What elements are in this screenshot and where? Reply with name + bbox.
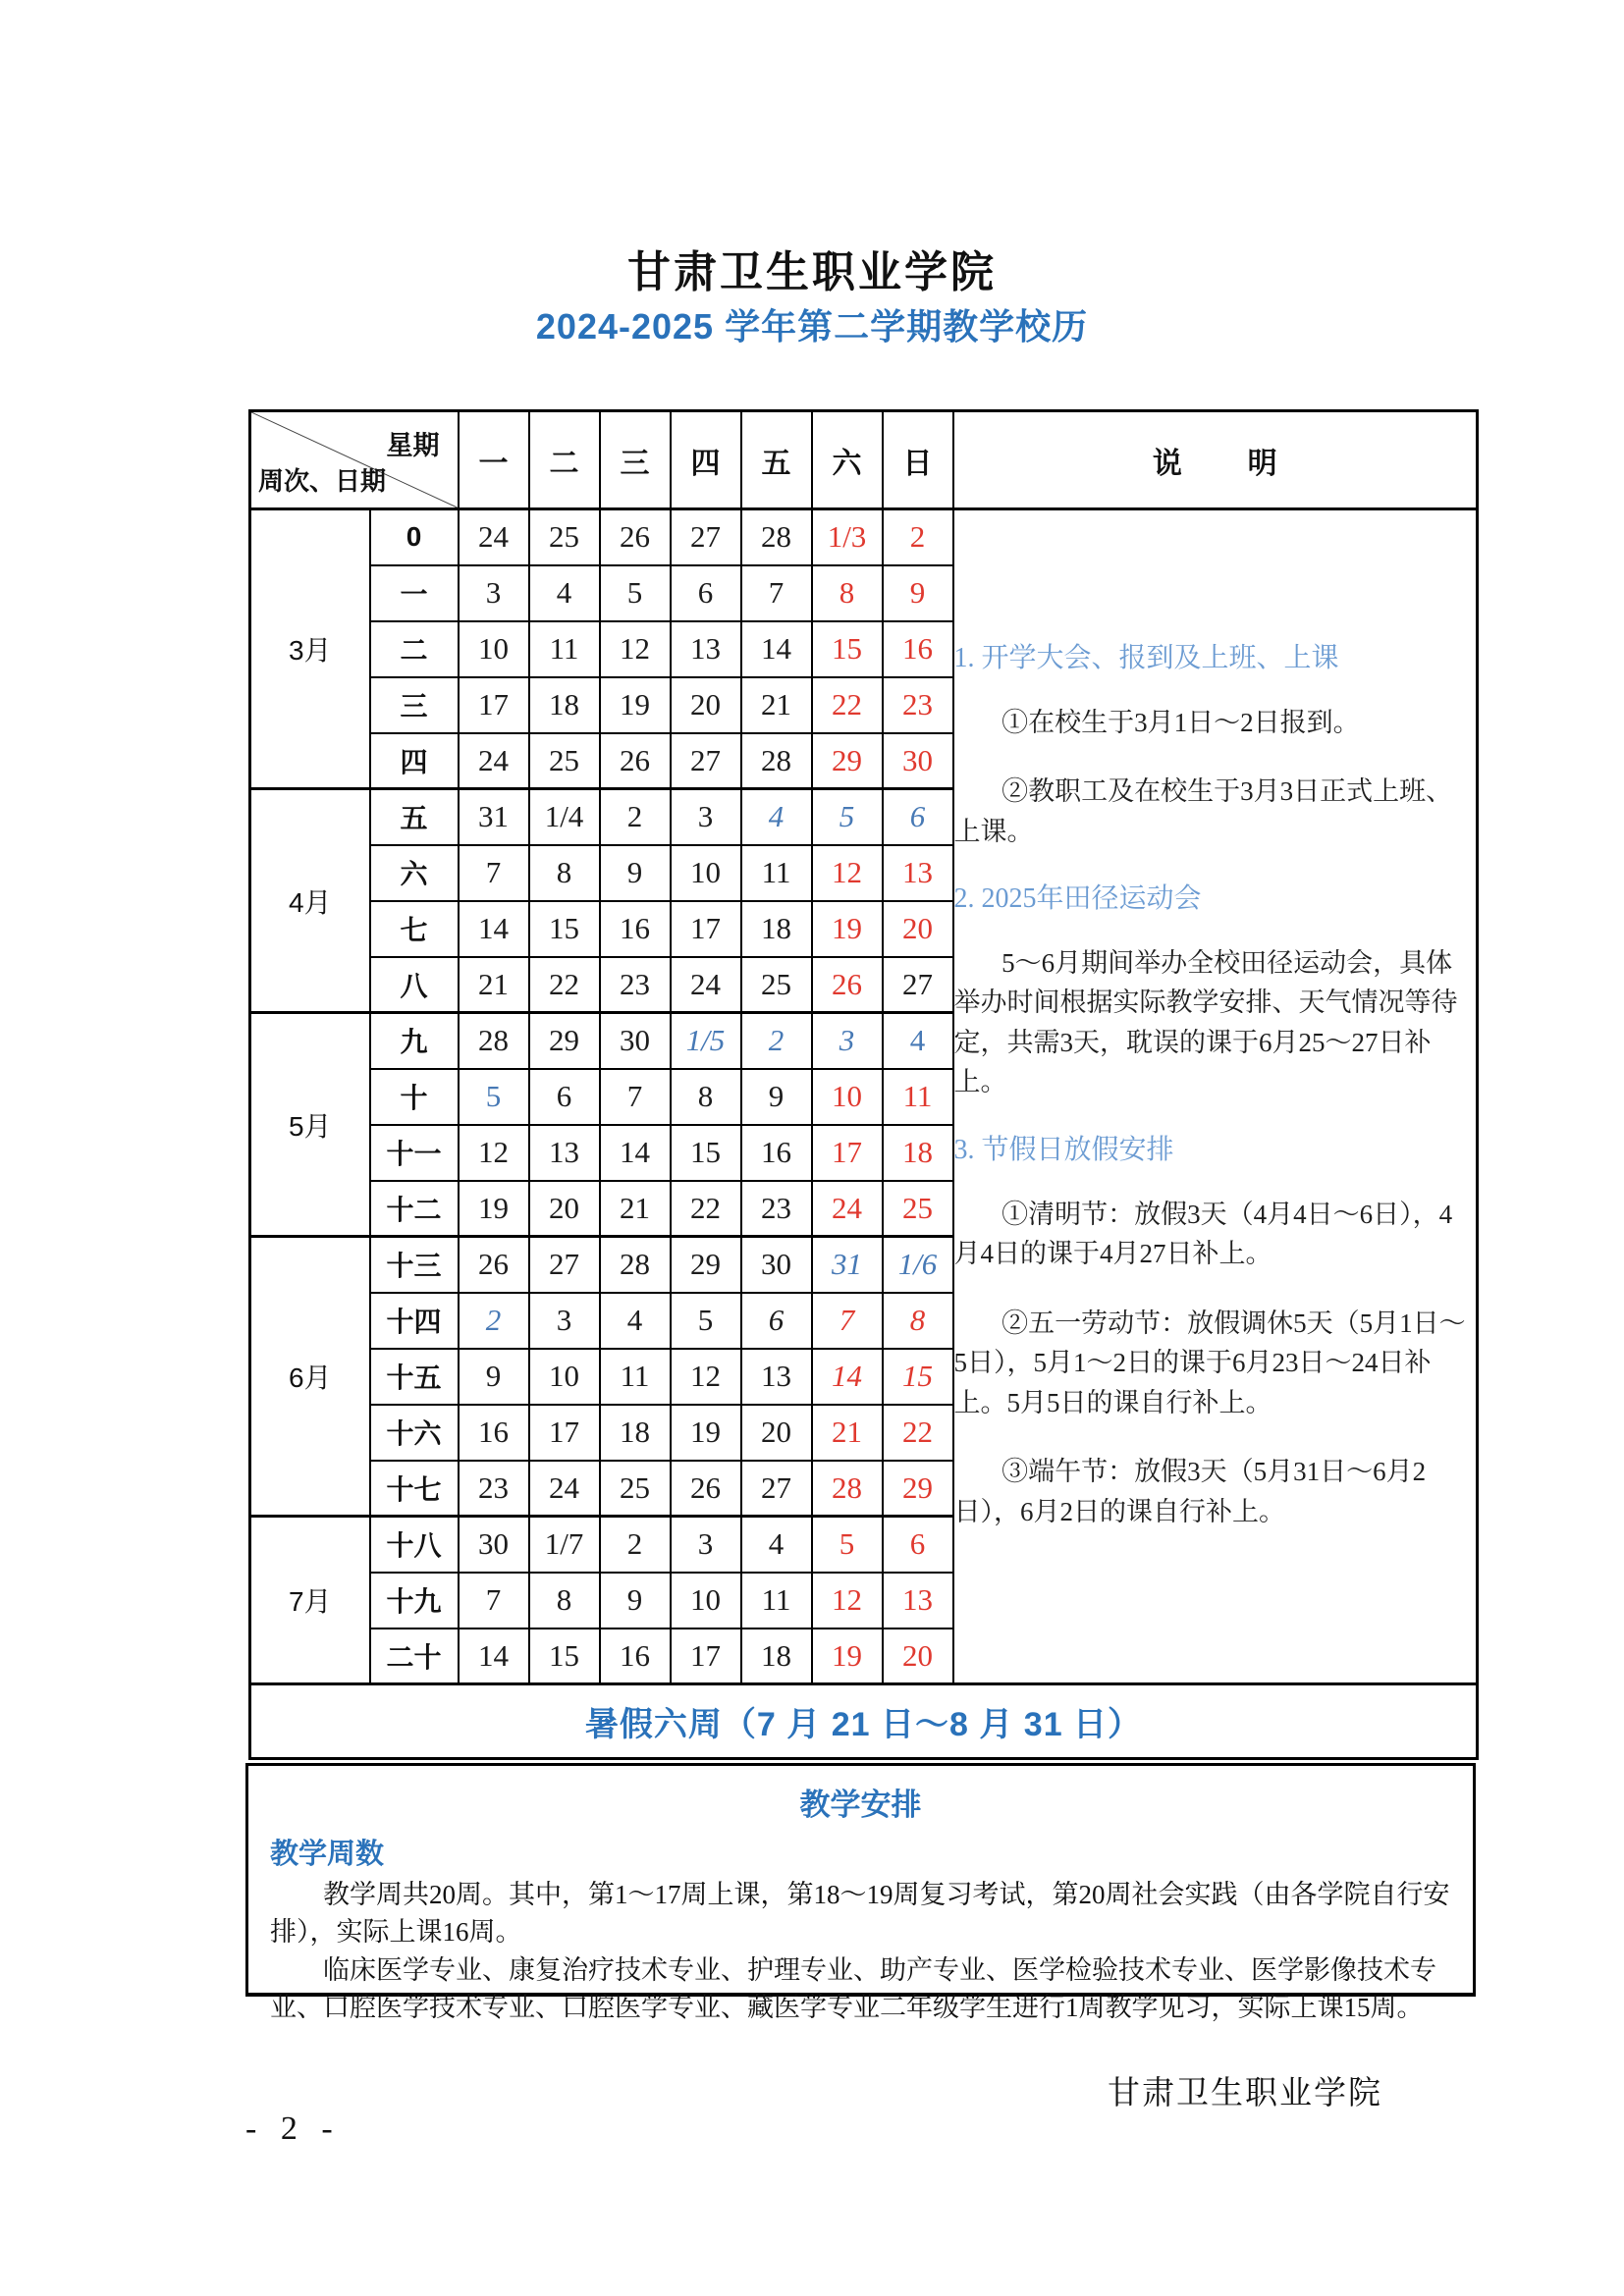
week-number-label: 十六 — [370, 1405, 459, 1461]
day-cell: 24 — [812, 1181, 883, 1237]
month-label: 5月 — [250, 1013, 370, 1237]
day-cell: 21 — [459, 957, 529, 1013]
day-cell: 19 — [459, 1181, 529, 1237]
day-cell: 25 — [529, 509, 600, 565]
day-cell: 27 — [671, 733, 741, 789]
day-cell: 1/4 — [529, 789, 600, 845]
day-cell: 12 — [671, 1349, 741, 1405]
day-cell: 18 — [741, 1629, 812, 1684]
day-cell: 25 — [600, 1461, 671, 1517]
day-cell: 15 — [529, 1629, 600, 1684]
day-header-4: 四 — [671, 411, 741, 509]
day-cell: 19 — [812, 1629, 883, 1684]
page-number: - 2 - — [245, 2110, 341, 2147]
day-cell: 27 — [741, 1461, 812, 1517]
week-number-label: 七 — [370, 901, 459, 957]
week-number-label: 二 — [370, 621, 459, 677]
note-paragraph: ②教职工及在校生于3月3日正式上班、上课。 — [953, 776, 1453, 846]
day-cell: 26 — [812, 957, 883, 1013]
day-cell: 17 — [459, 677, 529, 733]
day-cell: 29 — [883, 1461, 953, 1517]
note-paragraph: ①清明节：放假3天（4月4日～6日），4月4日的课于4月27日补上。 — [953, 1199, 1453, 1269]
day-cell: 29 — [671, 1237, 741, 1293]
day-cell: 4 — [741, 1517, 812, 1573]
calendar-header-row — [250, 411, 1478, 509]
day-cell: 12 — [812, 845, 883, 901]
summer-vacation-note: 暑假六周（7 月 21 日～8 月 31 日） — [250, 1684, 1478, 1759]
day-header-7: 日 — [883, 411, 953, 509]
day-cell: 2 — [741, 1013, 812, 1069]
day-cell: 28 — [812, 1461, 883, 1517]
day-cell: 31 — [459, 789, 529, 845]
day-cell: 30 — [883, 733, 953, 789]
day-cell: 22 — [529, 957, 600, 1013]
day-cell: 6 — [671, 565, 741, 621]
day-cell: 18 — [600, 1405, 671, 1461]
day-cell: 18 — [741, 901, 812, 957]
day-cell: 12 — [600, 621, 671, 677]
day-cell: 14 — [741, 621, 812, 677]
day-cell: 5 — [812, 1517, 883, 1573]
day-cell: 18 — [883, 1125, 953, 1181]
day-cell: 28 — [741, 509, 812, 565]
day-cell: 20 — [883, 901, 953, 957]
day-cell: 14 — [459, 1629, 529, 1684]
day-cell: 21 — [600, 1181, 671, 1237]
day-cell: 2 — [600, 789, 671, 845]
day-cell: 28 — [600, 1237, 671, 1293]
day-cell: 3 — [529, 1293, 600, 1349]
note-paragraph: 5～6月期间举办全校田径运动会，具体举办时间根据实际教学安排、天气情况等待定，共需3天，耽误的课于6月25～27日补上。 — [953, 947, 1458, 1097]
day-header-5: 五 — [741, 411, 812, 509]
day-cell: 8 — [883, 1293, 953, 1349]
day-cell: 14 — [600, 1125, 671, 1181]
day-cell: 6 — [883, 789, 953, 845]
day-cell: 7 — [459, 1573, 529, 1629]
day-cell: 24 — [529, 1461, 600, 1517]
month-label: 4月 — [250, 789, 370, 1013]
day-cell: 17 — [812, 1125, 883, 1181]
teaching-arrangement-box — [245, 1763, 1476, 2022]
day-cell: 8 — [812, 565, 883, 621]
week-number-label: 十四 — [370, 1293, 459, 1349]
day-cell: 4 — [741, 789, 812, 845]
day-cell: 10 — [671, 1573, 741, 1629]
teaching-paragraph: 临床医学专业、康复治疗技术专业、护理专业、助产专业、医学检验技术专业、医学影像技术专业、口腔医学技术专业、口腔医学专业、藏医学专业二年级学生进行1周教学见习，实际上课15周。 — [270, 1954, 1436, 2022]
week-number-label: 十九 — [370, 1573, 459, 1629]
footer-school-name: 甘肃卫生职业学院 — [1108, 2074, 1382, 2110]
day-cell: 9 — [600, 845, 671, 901]
day-cell: 4 — [883, 1013, 953, 1069]
day-cell: 22 — [812, 677, 883, 733]
week-number-label: 十 — [370, 1069, 459, 1125]
week-number-label: 十八 — [370, 1517, 459, 1573]
day-cell: 12 — [812, 1573, 883, 1629]
day-cell: 9 — [459, 1349, 529, 1405]
day-cell: 15 — [883, 1349, 953, 1405]
day-cell: 20 — [741, 1405, 812, 1461]
day-cell: 7 — [600, 1069, 671, 1125]
note-paragraph: ③端午节：放假3天（5月31日～6月2日），6月2日的课自行补上。 — [953, 1457, 1427, 1526]
day-cell: 2 — [883, 509, 953, 565]
day-cell: 19 — [812, 901, 883, 957]
day-cell: 28 — [741, 733, 812, 789]
day-cell: 16 — [459, 1405, 529, 1461]
day-cell: 16 — [600, 1629, 671, 1684]
day-cell: 16 — [883, 621, 953, 677]
day-cell: 1/6 — [883, 1237, 953, 1293]
week-number-label: 五 — [370, 789, 459, 845]
day-header-3: 三 — [600, 411, 671, 509]
summer-vacation-row — [250, 1684, 1478, 1759]
notes-header: 说 明 — [953, 411, 1478, 509]
corner-cell — [250, 411, 459, 509]
day-cell: 24 — [459, 509, 529, 565]
week-number-label: 三 — [370, 677, 459, 733]
week-number-label: 十二 — [370, 1181, 459, 1237]
day-cell: 13 — [671, 621, 741, 677]
day-cell: 15 — [529, 901, 600, 957]
day-header-2: 二 — [529, 411, 600, 509]
day-cell: 24 — [459, 733, 529, 789]
week-number-label: 二十 — [370, 1629, 459, 1684]
day-header-1: 一 — [459, 411, 529, 509]
week-number-label: 四 — [370, 733, 459, 789]
day-cell: 17 — [529, 1405, 600, 1461]
day-cell: 13 — [883, 845, 953, 901]
day-cell: 24 — [671, 957, 741, 1013]
week-number-label: 十七 — [370, 1461, 459, 1517]
day-cell: 14 — [812, 1349, 883, 1405]
day-cell: 7 — [812, 1293, 883, 1349]
day-cell: 2 — [459, 1293, 529, 1349]
day-cell: 6 — [529, 1069, 600, 1125]
day-cell: 12 — [459, 1125, 529, 1181]
day-cell: 21 — [812, 1405, 883, 1461]
day-cell: 28 — [459, 1013, 529, 1069]
day-cell: 6 — [883, 1517, 953, 1573]
day-cell: 10 — [812, 1069, 883, 1125]
day-cell: 15 — [671, 1125, 741, 1181]
day-cell: 18 — [529, 677, 600, 733]
day-cell: 23 — [459, 1461, 529, 1517]
day-cell: 9 — [883, 565, 953, 621]
day-cell: 6 — [741, 1293, 812, 1349]
calendar-table — [248, 409, 1479, 1760]
month-label: 3月 — [250, 509, 370, 789]
day-cell: 27 — [883, 957, 953, 1013]
day-cell: 11 — [741, 1573, 812, 1629]
day-cell: 13 — [529, 1125, 600, 1181]
day-cell: 5 — [812, 789, 883, 845]
day-cell: 13 — [883, 1573, 953, 1629]
day-cell: 4 — [529, 565, 600, 621]
day-cell: 17 — [671, 901, 741, 957]
note-heading: 3. 节假日放假安排 — [953, 1134, 1174, 1165]
day-cell: 1/3 — [812, 509, 883, 565]
day-cell: 23 — [741, 1181, 812, 1237]
note-paragraph: ①在校生于3月1日～2日报到。 — [1001, 707, 1360, 737]
day-cell: 11 — [741, 845, 812, 901]
day-cell: 17 — [671, 1629, 741, 1684]
day-cell: 10 — [529, 1349, 600, 1405]
day-cell: 22 — [883, 1405, 953, 1461]
day-cell: 5 — [459, 1069, 529, 1125]
day-cell: 21 — [741, 677, 812, 733]
day-cell: 26 — [600, 733, 671, 789]
day-cell: 5 — [671, 1293, 741, 1349]
week-number-label: 一 — [370, 565, 459, 621]
day-cell: 16 — [600, 901, 671, 957]
week-number-label: 十三 — [370, 1237, 459, 1293]
day-cell: 5 — [600, 565, 671, 621]
day-cell: 3 — [671, 1517, 741, 1573]
page-subtitle: 2024-2025 学年第二学期教学校历 — [535, 305, 1089, 347]
corner-label-weekno: 周次、日期 — [258, 466, 387, 496]
day-cell: 9 — [741, 1069, 812, 1125]
day-cell: 2 — [600, 1517, 671, 1573]
day-cell: 30 — [600, 1013, 671, 1069]
day-cell: 11 — [883, 1069, 953, 1125]
day-cell: 11 — [600, 1349, 671, 1405]
teaching-paragraph: 教学周共20周。其中，第1～17周上课，第18～19周复习考试，第20周社会实践（由各学院自行安排），实际上课16周。 — [270, 1880, 1450, 1948]
day-cell: 22 — [671, 1181, 741, 1237]
teaching-arrangement-title: 教学安排 — [799, 1788, 922, 1822]
day-cell: 23 — [600, 957, 671, 1013]
calendar-body — [250, 411, 1478, 1759]
day-cell: 8 — [671, 1069, 741, 1125]
day-cell: 1/5 — [671, 1013, 741, 1069]
day-cell: 30 — [459, 1517, 529, 1573]
day-cell: 20 — [883, 1629, 953, 1684]
day-cell: 4 — [600, 1293, 671, 1349]
day-cell: 10 — [459, 621, 529, 677]
week-number-label: 十五 — [370, 1349, 459, 1405]
day-cell: 27 — [671, 509, 741, 565]
day-cell: 3 — [671, 789, 741, 845]
week-number-label: 九 — [370, 1013, 459, 1069]
day-cell: 10 — [671, 845, 741, 901]
day-cell: 7 — [741, 565, 812, 621]
day-cell: 19 — [600, 677, 671, 733]
day-cell: 16 — [741, 1125, 812, 1181]
day-cell: 19 — [671, 1405, 741, 1461]
day-cell: 20 — [529, 1181, 600, 1237]
note-heading: 1. 开学大会、报到及上班、上课 — [953, 642, 1339, 673]
week-number-label: 0 — [370, 509, 459, 565]
week-row — [250, 509, 1478, 565]
day-cell: 25 — [529, 733, 600, 789]
page-title: 甘肃卫生职业学院 — [627, 248, 997, 296]
week-number-label: 十一 — [370, 1125, 459, 1181]
day-cell: 23 — [883, 677, 953, 733]
day-cell: 14 — [459, 901, 529, 957]
day-header-6: 六 — [812, 411, 883, 509]
day-cell: 15 — [812, 621, 883, 677]
day-cell: 26 — [671, 1461, 741, 1517]
week-number-label: 八 — [370, 957, 459, 1013]
day-cell: 8 — [529, 1573, 600, 1629]
day-cell: 20 — [671, 677, 741, 733]
day-cell: 27 — [529, 1237, 600, 1293]
teaching-weeks-heading: 教学周数 — [270, 1839, 385, 1870]
day-cell: 26 — [600, 509, 671, 565]
day-cell: 11 — [529, 621, 600, 677]
day-cell: 29 — [812, 733, 883, 789]
notes-column — [953, 509, 1478, 1684]
month-label: 6月 — [250, 1237, 370, 1517]
day-cell: 25 — [741, 957, 812, 1013]
day-cell: 3 — [812, 1013, 883, 1069]
teaching-paragraphs — [270, 1876, 1451, 2026]
day-cell: 3 — [459, 565, 529, 621]
note-heading: 2. 2025年田径运动会 — [953, 883, 1202, 915]
day-cell: 31 — [812, 1237, 883, 1293]
day-cell: 7 — [459, 845, 529, 901]
day-cell: 8 — [529, 845, 600, 901]
corner-label-weekday: 星期 — [386, 431, 440, 460]
month-label: 7月 — [250, 1517, 370, 1684]
day-cell: 13 — [741, 1349, 812, 1405]
week-number-label: 六 — [370, 845, 459, 901]
day-cell: 26 — [459, 1237, 529, 1293]
day-cell: 30 — [741, 1237, 812, 1293]
day-cell: 9 — [600, 1573, 671, 1629]
day-cell: 29 — [529, 1013, 600, 1069]
day-cell: 25 — [883, 1181, 953, 1237]
day-cell: 1/7 — [529, 1517, 600, 1573]
note-paragraph: ②五一劳动节：放假调休5天（5月1日～5日），5月1～2日的课于6月23日～24日补上。5月5日的课自行补上。 — [953, 1308, 1466, 1417]
